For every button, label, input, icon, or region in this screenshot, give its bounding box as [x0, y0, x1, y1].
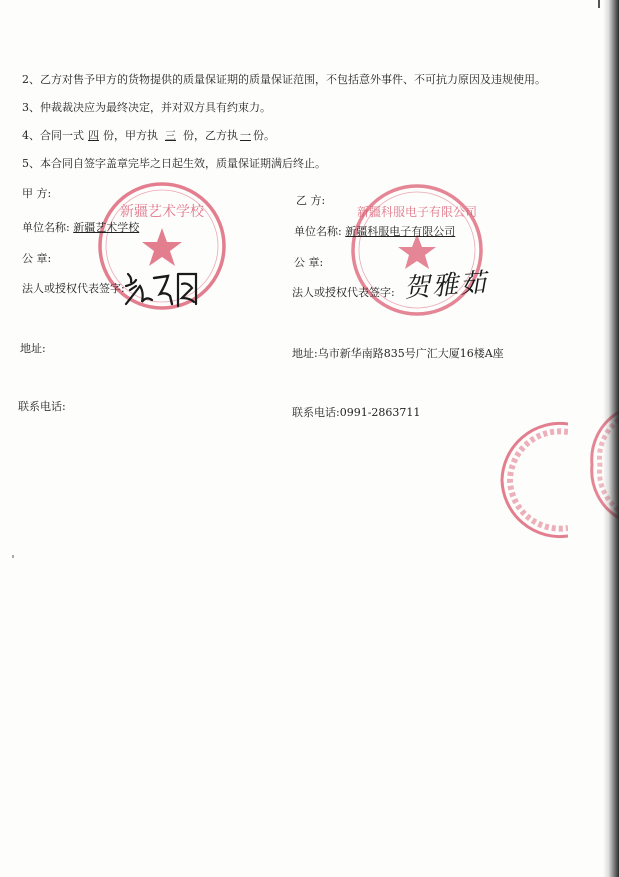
party-b-unit-name: 新疆科服电子有限公司 [345, 225, 456, 238]
clause-4-mid1: 份，甲方执 [103, 129, 158, 142]
party-b-copies: 一 [240, 129, 251, 142]
party-a-seal-label: 公 章: [22, 252, 52, 265]
party-b-address-value: 乌市新华南路835号广汇大厦16楼A座 [317, 347, 504, 360]
party-b-rep-label: 法人或授权代表签字: [292, 286, 395, 299]
scan-speck-2 [598, 0, 600, 8]
party-a-address-label: 地址: [20, 342, 46, 355]
seam-seal-partial-1 [498, 420, 568, 540]
party-b-address-label: 地址: [292, 347, 318, 360]
party-b-phone-value: 0991-2863711 [339, 406, 421, 419]
clause-3: 3、仲裁裁决应为最终决定，并对双方具有约束力。 [22, 101, 271, 114]
party-a-phone-label: 联系电话: [18, 400, 66, 413]
clause-4-suffix: 份。 [253, 129, 275, 142]
scan-speck [12, 555, 14, 558]
clause-4-prefix: 4、合同一式 [22, 129, 84, 142]
party-a-seal-text: 新疆艺术学校 [120, 204, 204, 220]
party-a-unit-label: 单位名称: [22, 221, 70, 234]
party-b-unit [294, 225, 455, 239]
party-a-rep-label: 法人或授权代表签字: [22, 282, 125, 295]
total-copies: 四 [88, 129, 99, 142]
party-a-unit-name: 新疆艺术学校 [73, 221, 140, 234]
party-a-signature [122, 264, 217, 312]
party-b-phone-label: 联系电话: [292, 406, 340, 419]
party-b-phone [292, 406, 420, 420]
party-a-heading: 甲 方: [22, 187, 52, 200]
party-b-seal-text: 新疆科服电子有限公司 [356, 205, 478, 219]
scan-edge-shadow [603, 0, 619, 877]
party-b-address [292, 347, 504, 361]
party-b-signature: 贺雅茹 [403, 268, 489, 304]
party-b-unit-label: 单位名称: [294, 225, 342, 238]
party-b-heading: 乙 方: [296, 194, 326, 207]
clause-2: 2、乙方对售予甲方的货物提供的质量保证期的质量保证范围，不包括意外事件、不可抗力原因及违规使用。 [22, 73, 546, 86]
clause-4-mid2: 份，乙方执 [183, 129, 238, 142]
party-a-unit [22, 221, 139, 235]
clause-4 [22, 129, 275, 143]
clause-5: 5、本合同自签字盖章完毕之日起生效，质量保证期满后终止。 [22, 157, 326, 170]
party-a-copies: 三 [165, 129, 176, 142]
party-b-seal-label: 公 章: [294, 256, 324, 269]
